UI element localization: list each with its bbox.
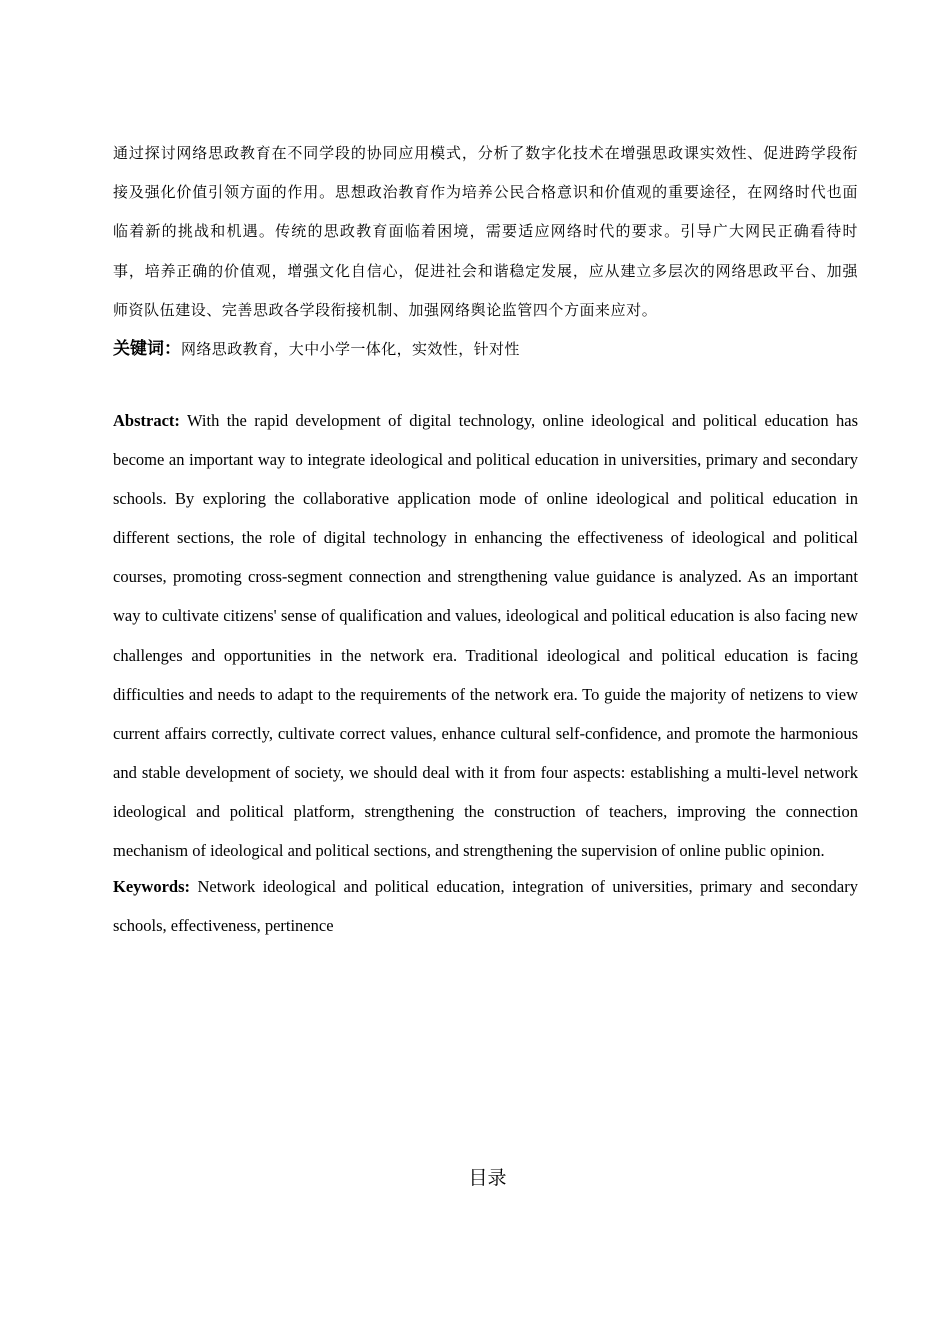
- english-keywords-text: Network ideological and political education, integration of universities, primary and secondary schools, effectiveness, pertinence: [113, 877, 858, 936]
- chinese-abstract: [113, 134, 858, 330]
- document-body: [113, 134, 858, 945]
- chinese-keywords-text: 网络思政教育，大中小学一体化，实效性，针对性: [181, 340, 520, 359]
- chinese-keywords: [113, 330, 858, 369]
- chinese-keywords-label: 关键词：: [113, 339, 181, 360]
- english-keywords-label: Keywords:: [113, 877, 190, 897]
- english-keywords: [113, 867, 858, 945]
- chinese-abstract-text: 通过探讨网络思政教育在不同学段的协同应用模式，分析了数字化技术在增强思政课实效性、促进跨学段衔接及强化价值引领方面的作用。思想政治教育作为培养公民合格意识和价值观的重要途径，在网络时代也面临着新的挑战和机遇。传统的思政教育面临着困境，需要适应网络时代的要求。引导广大网民正确看待时事，培养正确的价值观，增强文化自信心，促进社会和谐稳定发展，应从建立多层次的网络思政平台、加强师资队伍建设、完善思政各学段衔接机制、加强网络舆论监管四个方面来应对。: [113, 144, 858, 319]
- english-abstract-label: Abstract:: [113, 411, 180, 431]
- table-of-contents-title: 目录: [468, 1167, 507, 1189]
- english-abstract: [113, 401, 858, 870]
- english-abstract-text: With the rapid development of digital technology, online ideological and political education has become an important way to integrate ideological and political education in universities, primary and secondary schools. By exploring the collaborative application mode of online ideological and political education in different sections, the role of digital technology in enhancing the effectiveness of ideological and political courses, promoting cross-segment connection and strengthening value guidance is analyzed. As an important way to cultivate citizens' sense of qualification and values, ideological and political education is also facing new challenges and opportunities in the network era. Traditional ideological and political education is facing difficulties and needs to adapt to the requirements of the network era. To guide the majority of netizens to view current affairs correctly, cultivate correct values, enhance cultural self-confidence, and promote the harmonious and stable development of society, we should deal with it from four aspects: establishing a multi-level network ideological and political platform, strengthening the construction of teachers, improving the connection mechanism of ideological and political sections, and strengthening the supervision of online public opinion.: [113, 411, 859, 861]
